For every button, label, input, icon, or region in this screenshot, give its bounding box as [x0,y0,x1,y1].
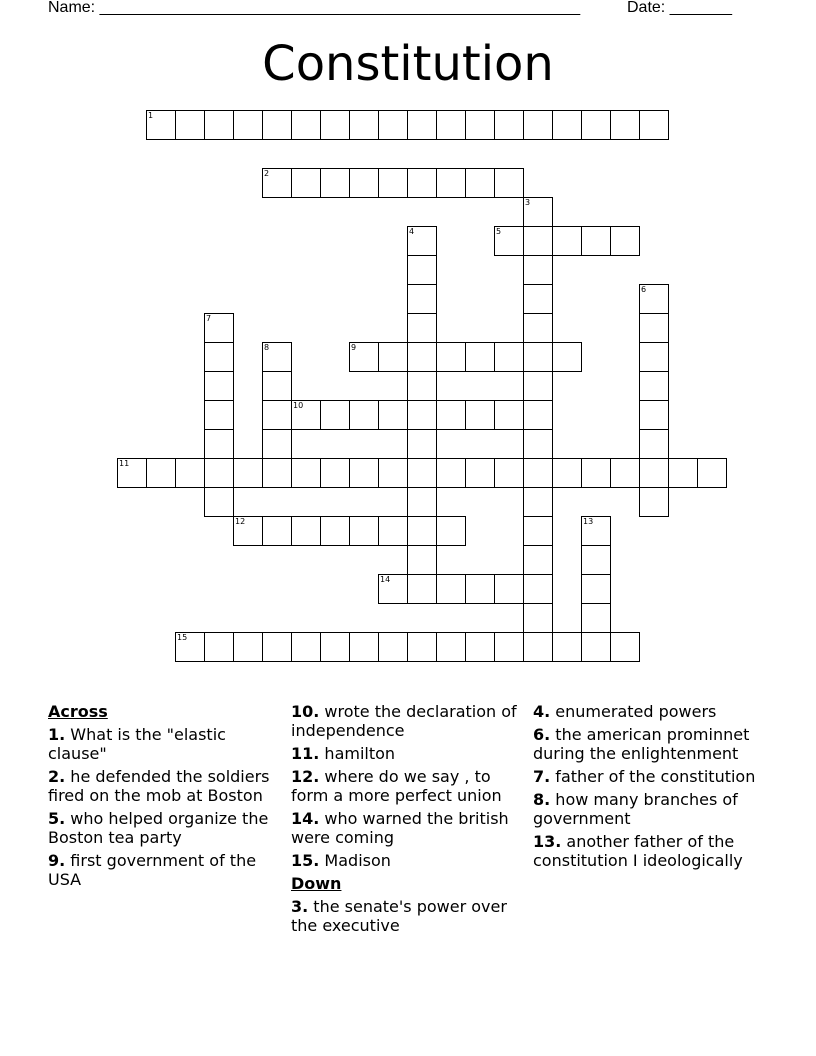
grid-cell[interactable] [349,110,379,140]
grid-cell[interactable] [494,632,524,662]
grid-cell[interactable] [407,255,437,285]
clue-item-number: 4. [533,702,551,721]
grid-cell[interactable] [320,458,350,488]
grid-cell[interactable] [552,632,582,662]
grid-cell[interactable] [523,632,553,662]
clues-column-2 [291,702,523,939]
clue-item-number: 10. [291,702,320,721]
grid-cell[interactable] [639,487,669,517]
date-field-label: Date: _______ [627,0,732,16]
grid-cell[interactable] [436,342,466,372]
grid-cell[interactable] [465,168,495,198]
grid-cell[interactable] [407,168,437,198]
grid-cell[interactable] [523,516,553,546]
clue-item [533,702,765,721]
grid-cell[interactable] [436,168,466,198]
grid-cell[interactable] [523,197,553,227]
grid-cell[interactable] [204,110,234,140]
clue-number: 3 [525,198,531,207]
grid-cell[interactable] [204,487,234,517]
grid-cell[interactable] [204,400,234,430]
grid-cell[interactable] [320,168,350,198]
clue-number: 7 [206,314,212,323]
clue-item [48,851,280,889]
grid-cell[interactable] [291,168,321,198]
clue-number: 6 [641,285,647,294]
grid-cell[interactable] [320,632,350,662]
grid-cell[interactable] [639,458,669,488]
clue-item [291,767,523,805]
puzzle-title: Constitution [262,36,554,92]
clue-item-number: 9. [48,851,66,870]
clue-item [533,767,765,786]
grid-cell[interactable] [436,516,466,546]
grid-cell[interactable] [639,429,669,459]
grid-cell[interactable] [581,516,611,546]
clues-column-3 [533,702,765,874]
clue-item-text: who helped organize the Boston tea party [48,809,269,847]
grid-cell[interactable] [262,429,292,459]
clue-number: 9 [351,343,357,352]
grid-cell[interactable] [552,110,582,140]
grid-cell[interactable] [610,632,640,662]
clue-number: 12 [235,517,246,526]
grid-cell[interactable] [523,400,553,430]
grid-cell[interactable] [581,458,611,488]
grid-cell[interactable] [407,632,437,662]
grid-cell[interactable] [465,574,495,604]
grid-cell[interactable] [320,516,350,546]
grid-cell[interactable] [407,487,437,517]
grid-cell[interactable] [697,458,727,488]
grid-cell[interactable] [349,342,379,372]
grid-cell[interactable] [494,226,524,256]
clue-item-text: the american prominnet during the enlightenment [533,725,750,763]
grid-cell[interactable] [349,400,379,430]
grid-cell[interactable] [204,429,234,459]
grid-cell[interactable] [465,632,495,662]
clue-number: 2 [264,169,270,178]
grid-cell[interactable] [610,458,640,488]
grid-cell[interactable] [175,632,205,662]
grid-cell[interactable] [204,371,234,401]
grid-cell[interactable] [552,458,582,488]
grid-cell[interactable] [262,516,292,546]
clue-item [291,851,523,870]
grid-cell[interactable] [291,516,321,546]
grid-cell[interactable] [262,168,292,198]
clue-section-heading: Down [291,874,342,893]
grid-cell[interactable] [639,313,669,343]
grid-cell[interactable] [581,110,611,140]
grid-cell[interactable] [146,458,176,488]
grid-cell[interactable] [407,342,437,372]
clue-item-number: 1. [48,725,66,744]
grid-cell[interactable] [378,516,408,546]
grid-cell[interactable] [523,342,553,372]
grid-cell[interactable] [639,400,669,430]
grid-cell[interactable] [233,110,263,140]
clue-item-text: he defended the soldiers fired on the mob at Boston [48,767,270,805]
clue-item-text: how many branches of government [533,790,738,828]
grid-cell[interactable] [639,110,669,140]
clue-item-number: 14. [291,809,320,828]
clue-item-text: What is the "elastic clause" [48,725,226,763]
grid-cell[interactable] [378,168,408,198]
grid-cell[interactable] [378,400,408,430]
grid-cell[interactable] [262,632,292,662]
clue-item-number: 12. [291,767,320,786]
clue-item-text: enumerated powers [550,702,717,721]
grid-cell[interactable] [320,110,350,140]
clue-item [291,744,523,763]
clue-number: 10 [293,401,304,410]
grid-cell[interactable] [291,458,321,488]
grid-cell[interactable] [494,574,524,604]
grid-cell[interactable] [204,342,234,372]
grid-cell[interactable] [378,574,408,604]
grid-cell[interactable] [349,168,379,198]
grid-cell[interactable] [262,400,292,430]
clue-item [533,790,765,828]
grid-cell[interactable] [407,371,437,401]
grid-cell[interactable] [465,342,495,372]
grid-cell[interactable] [320,400,350,430]
clue-item [48,725,280,763]
grid-cell[interactable] [523,458,553,488]
grid-cell[interactable] [262,458,292,488]
grid-cell[interactable] [639,342,669,372]
grid-cell[interactable] [639,284,669,314]
grid-cell[interactable] [349,458,379,488]
grid-cell[interactable] [523,603,553,633]
clue-item [291,702,523,740]
clue-item [48,767,280,805]
grid-cell[interactable] [407,574,437,604]
grid-cell[interactable] [262,110,292,140]
grid-cell[interactable] [407,313,437,343]
grid-cell[interactable] [494,168,524,198]
grid-cell[interactable] [407,429,437,459]
clue-number: 13 [583,517,594,526]
grid-cell[interactable] [233,516,263,546]
grid-cell[interactable] [262,342,292,372]
grid-cell[interactable] [117,458,147,488]
grid-cell[interactable] [581,545,611,575]
grid-cell[interactable] [610,110,640,140]
clue-item-text: wrote the declaration of independence [291,702,517,740]
grid-cell[interactable] [349,632,379,662]
grid-cell[interactable] [378,632,408,662]
grid-cell[interactable] [581,226,611,256]
grid-cell[interactable] [407,545,437,575]
grid-cell[interactable] [581,574,611,604]
grid-cell[interactable] [407,516,437,546]
clue-item-text: first government of the USA [48,851,257,889]
grid-cell[interactable] [668,458,698,488]
grid-cell[interactable] [175,110,205,140]
grid-cell[interactable] [407,110,437,140]
clue-item [533,832,765,870]
grid-cell[interactable] [523,226,553,256]
grid-cell[interactable] [523,487,553,517]
clues-column-1 [48,702,280,893]
grid-cell[interactable] [494,458,524,488]
clue-item-text: where do we say , to form a more perfect union [291,767,502,805]
clue-item-text: father of the constitution [550,767,756,786]
clue-item-text: Madison [319,851,391,870]
grid-cell[interactable] [378,110,408,140]
grid-cell[interactable] [262,371,292,401]
grid-cell[interactable] [494,400,524,430]
clue-item-number: 3. [291,897,309,916]
clue-item-number: 15. [291,851,320,870]
grid-cell[interactable] [436,574,466,604]
grid-cell[interactable] [523,545,553,575]
grid-cell[interactable] [146,110,176,140]
grid-cell[interactable] [523,574,553,604]
grid-cell[interactable] [581,632,611,662]
clue-section-heading: Across [48,702,108,721]
grid-cell[interactable] [378,342,408,372]
grid-cell[interactable] [291,110,321,140]
grid-cell[interactable] [233,632,263,662]
clue-number: 8 [264,343,270,352]
grid-cell[interactable] [552,226,582,256]
clue-item-number: 2. [48,767,66,786]
grid-cell[interactable] [523,255,553,285]
grid-cell[interactable] [523,284,553,314]
grid-cell[interactable] [204,313,234,343]
grid-cell[interactable] [291,400,321,430]
clue-item-text: hamilton [319,744,396,763]
grid-cell[interactable] [436,632,466,662]
grid-cell[interactable] [204,458,234,488]
clue-item [291,897,523,935]
clue-item-text: another father of the constitution I ideologically [533,832,743,870]
grid-cell[interactable] [494,110,524,140]
clue-item [291,809,523,847]
grid-cell[interactable] [465,458,495,488]
grid-cell[interactable] [436,458,466,488]
clue-item-number: 6. [533,725,551,744]
grid-cell[interactable] [407,226,437,256]
grid-cell[interactable] [378,458,408,488]
grid-cell[interactable] [523,313,553,343]
clue-number: 1 [148,111,154,120]
grid-cell[interactable] [552,342,582,372]
grid-cell[interactable] [407,400,437,430]
clue-item-number: 7. [533,767,551,786]
grid-cell[interactable] [407,284,437,314]
clue-number: 4 [409,227,415,236]
grid-cell[interactable] [523,110,553,140]
clue-number: 11 [119,459,130,468]
grid-cell[interactable] [523,429,553,459]
grid-cell[interactable] [436,110,466,140]
clue-number: 14 [380,575,391,584]
grid-cell[interactable] [523,371,553,401]
grid-cell[interactable] [494,342,524,372]
grid-cell[interactable] [175,458,205,488]
clue-item [48,809,280,847]
clue-item-text: who warned the british were coming [291,809,509,847]
clue-item-text: the senate's power over the executive [291,897,507,935]
grid-cell[interactable] [436,400,466,430]
clue-item-number: 8. [533,790,551,809]
clue-number: 5 [496,227,502,236]
grid-cell[interactable] [407,458,437,488]
name-field-label: Name: ______________________________________________________ [48,0,581,16]
grid-cell[interactable] [639,371,669,401]
grid-cell[interactable] [349,516,379,546]
grid-cell[interactable] [610,226,640,256]
clue-number: 15 [177,633,188,642]
grid-cell[interactable] [465,110,495,140]
clue-item-number: 13. [533,832,562,851]
clue-item-number: 11. [291,744,320,763]
clue-item [533,725,765,763]
clue-item-number: 5. [48,809,66,828]
grid-cell[interactable] [291,632,321,662]
grid-cell[interactable] [581,603,611,633]
grid-cell[interactable] [465,400,495,430]
grid-cell[interactable] [204,632,234,662]
grid-cell[interactable] [233,458,263,488]
